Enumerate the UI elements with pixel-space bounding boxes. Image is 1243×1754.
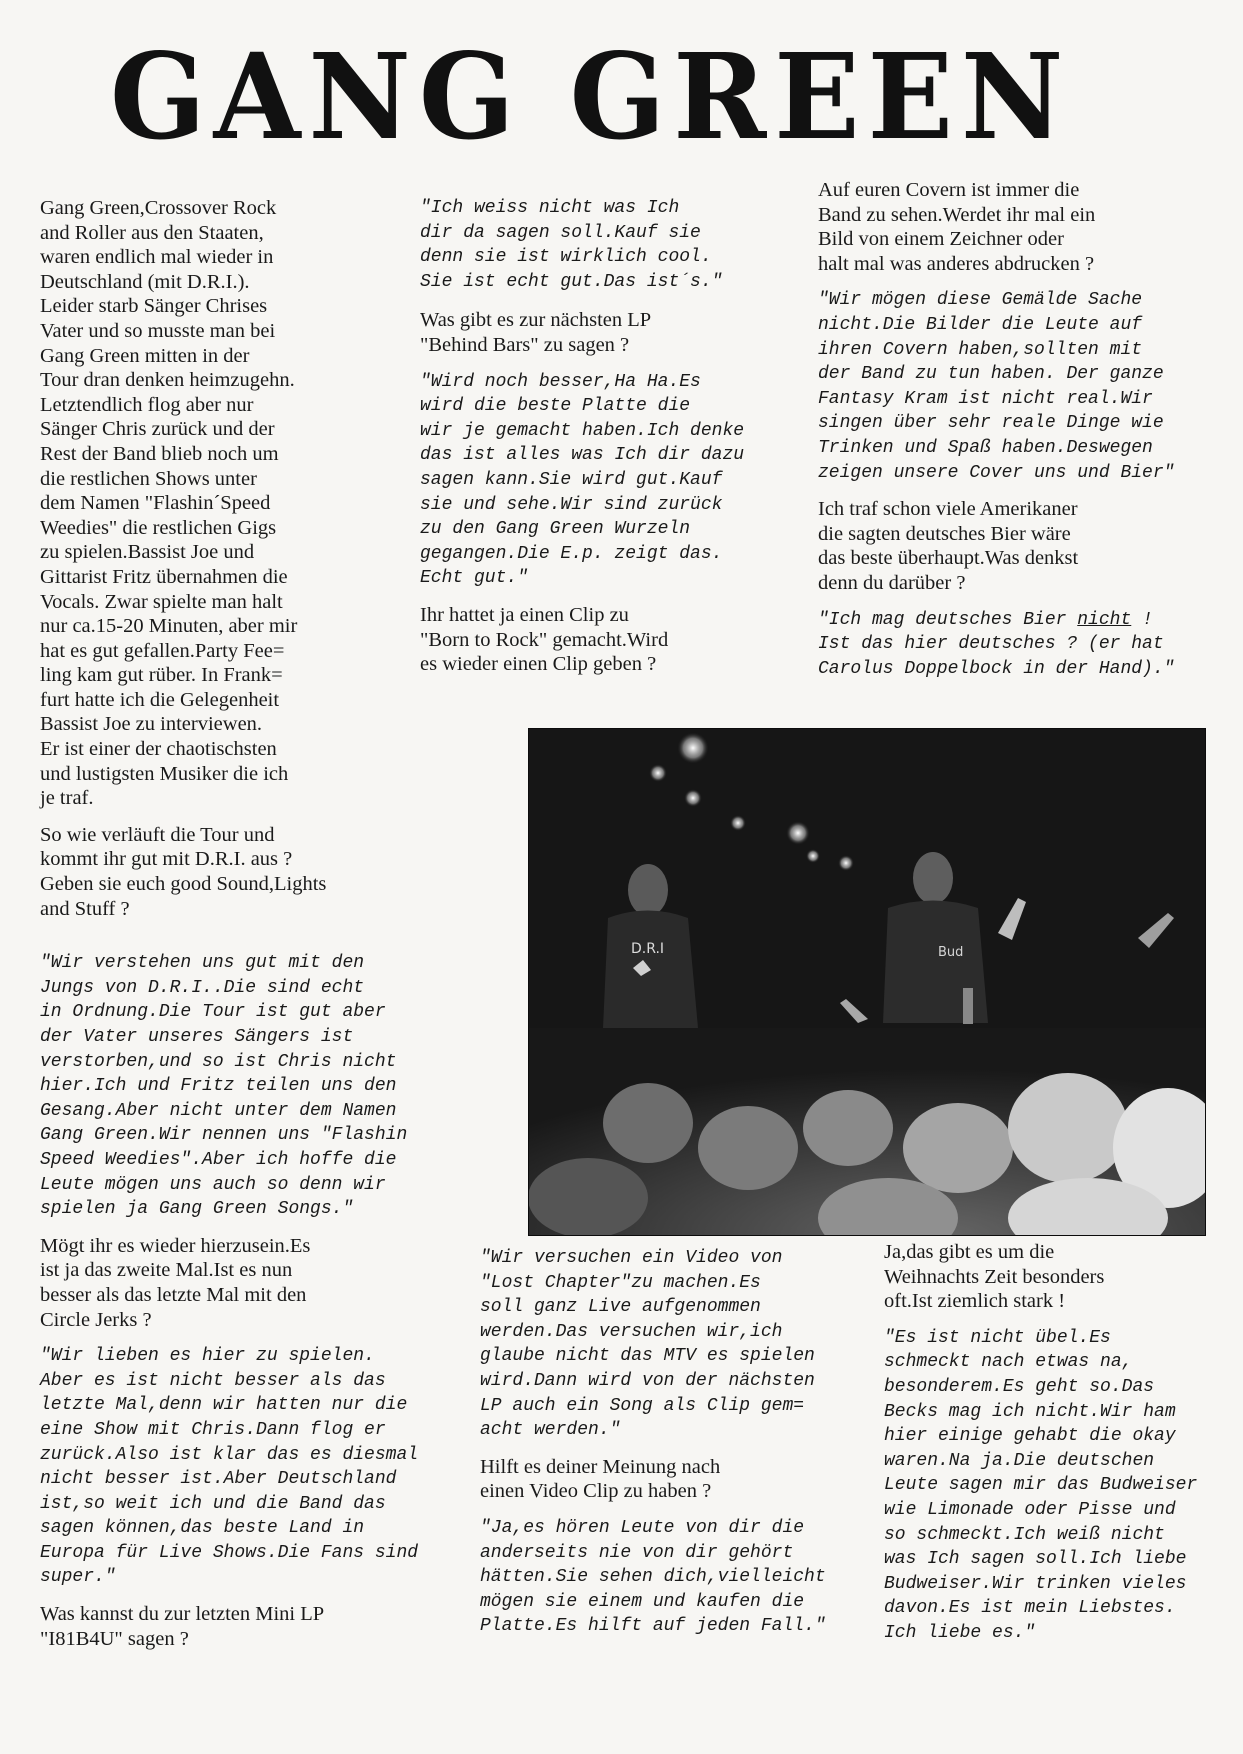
page-title: GANG GREEN — [110, 28, 1072, 167]
intro-paragraph: Gang Green,Crossover Rock and Roller aus den Staaten, waren endlich mal wieder in Deutschland (mit D.R.I.). Leider starb Sänger Chrises Vater und so musste man bei Gang Green mitten in der Tour dran denken heimzugehn. Letztendlich flog aber nur Sänger Chris zurück und der Rest der Band blieb noch um die restlichen Shows unter dem Namen "Flashin´Speed Weedies" die restlichen Gigs zu spielen.Bassist Joe und Gittarist Fritz übernahmen die Vocals. Zwar spielte man halt nur ca.15-20 Minuten, aber mir hat es gut gefallen.Party Fee= ling kam gut rüber. In Frank= furt hatte ich die Gelegenheit Bassist Joe zu interviewen. Er ist einer der chaotischsten und lustigsten Musiker die ich je traf. — [40, 197, 298, 810]
underlined-word: nicht — [1077, 609, 1132, 630]
answer-christmas: Ja,das gibt es um die Weihnachts Zeit besonders oft.Ist ziemlich stark ! — [884, 1241, 1105, 1313]
answer-return: "Wir lieben es hier zu spielen. Aber es ist nicht besser als das letzte Mal,denn wir hatten nur die eine Show mit Chris.Dann flog er zurück.Also ist klar das es diesmal nicht besser ist.Aber Deutschland ist,so weit ich und die Band das sagen können,das beste Land in Europa für Live Shows.Die Fans sind super." — [40, 1346, 419, 1588]
answer-clip: "Wir versuchen ein Video von "Lost Chapter"zu machen.Es soll ganz Live aufgenommen werden.Das versuchen wir,ich glaube nicht das MTV es spielen wird.Dann wird von der nächsten LP auch ein Song als Clip gem= acht werden." — [480, 1248, 815, 1441]
answer-next-lp: "Wird noch besser,Ha Ha.Es wird die beste Platte die wir je gemacht haben.Ich denke das ist alles was Ich dir dazu sagen kann.Sie wird gut.Kauf sie und sehe.Wir sind zurück zu den Gang Green Wurzeln gegangen.Die E.p. zeigt das. Echt gut." — [420, 371, 745, 589]
column-3 — [818, 178, 1238, 693]
answer-tour: "Wir verstehen uns gut mit den Jungs von D.R.I..Die sind echt in Ordnung.Die Tour ist gut aber der Vater unseres Sängers ist verstorben,und so ist Chris nicht hier.Ich und Fritz teilen uns den Gesang.Aber nicht unter dem Namen Gang Green.Wir nennen uns "Flashin Speed Weedies".Aber ich hoffe die Leute mögen uns auch so denn wir spielen ja Gang Green Songs." — [40, 953, 408, 1220]
question-video-clip: Hilft es deiner Meinung nach einen Video Clip zu haben ? — [480, 1455, 721, 1503]
shirt-text-left: D.R.I — [631, 941, 665, 957]
answer-video-clip: "Ja,es hören Leute von dir die anderseits nie von dir gehört hätten.Sie sehen dich,vielleicht mögen sie einem und kaufen die Platte.Es hilft auf jeden Fall." — [480, 1517, 826, 1637]
question-mini-lp: Was kannst du zur letzten Mini LP "I81B4U" sagen ? — [40, 1603, 325, 1650]
answer-covers: "Wir mögen diese Gemälde Sache nicht.Die Bilder die Leute auf ihren Covern haben,sollten mit der Band zu tun haben. Der ganze Fantasy Kram ist nicht real.Wir singen über sehr reale Dinge wie Trinken und Spaß haben.Deswegen zeigen unsere Cover uns und Bier" — [818, 290, 1175, 483]
answer-budweiser: "Es ist nicht übel.Es schmeckt nach etwas na, besonderem.Es geht so.Das Becks mag ich nicht.Wir ham hier einige gehabt die okay waren.Na ja.Die deutschen Leute sagen mir das Budweiser wie Limonade oder Pisse und so schmeckt.Ich weiß nicht was Ich sagen soll.Ich liebe Budweiser.Wir trinken vieles davon.Es ist mein Liebstes. Ich liebe es." — [884, 1327, 1198, 1643]
column-2 — [420, 196, 820, 689]
answer-german-beer: "Ich mag deutsches Bier nicht ! Ist das hier deutsches ? (er hat Carolus Doppelbock in der Hand)." — [818, 609, 1175, 679]
question-german-beer: Ich traf schon viele Amerikaner die sagten deutsches Bier wäre das beste überhaupt.Was denkst denn du darüber ? — [818, 498, 1079, 594]
column-5 — [884, 1240, 1240, 1658]
question-clip: Ihr hattet ja einen Clip zu "Born to Rock" gemacht.Wird es wieder einen Clip geben ? — [420, 603, 669, 676]
concert-photo — [528, 728, 1206, 1236]
question-tour: So wie verläuft die Tour und kommt ihr gut mit D.R.I. aus ? Geben sie euch good Sound,Lights and Stuff ? — [40, 823, 327, 920]
question-next-lp: Was gibt es zur nächsten LP "Behind Bars" zu sagen ? — [420, 309, 652, 356]
shirt-text-right: Bud — [938, 945, 964, 960]
question-return: Mögt ihr es wieder hierzusein.Es ist ja das zweite Mal.Ist es nun besser als das letzte Mal mit den Circle Jerks ? — [40, 1234, 311, 1331]
question-covers: Auf euren Covern ist immer die Band zu sehen.Werdet ihr mal ein Bild von einem Zeichner oder halt mal was anderes abdrucken ? — [818, 179, 1096, 275]
column-4 — [480, 1246, 880, 1651]
answer-mini-lp: "Ich weiss nicht was Ich dir da sagen soll.Kauf sie denn sie ist wirklich cool. Sie ist echt gut.Das ist´s." — [420, 198, 723, 292]
